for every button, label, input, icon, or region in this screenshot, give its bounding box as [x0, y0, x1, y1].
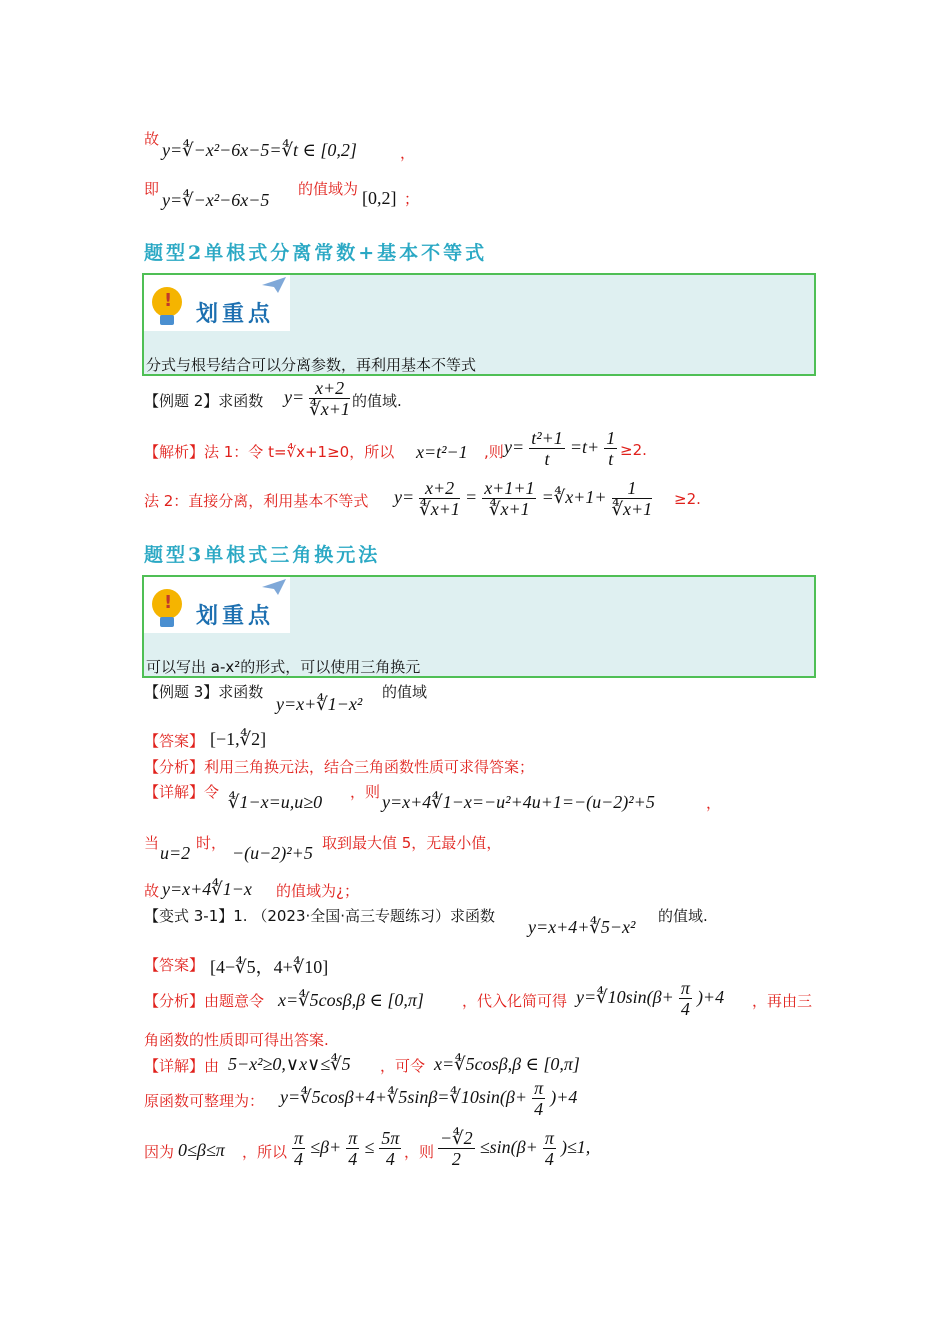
numerator: π — [534, 1078, 544, 1098]
solution-1-then: ,则 — [484, 443, 504, 461]
example-3-tail: 的值域 — [382, 683, 428, 701]
denominator: 4 — [385, 1149, 395, 1169]
section-heading-3: 题型3单根式三角换元法 — [144, 544, 381, 566]
numerator: 5π — [381, 1128, 400, 1148]
gu-3-tail: 的值域为¿； — [276, 882, 359, 900]
numerator: 1 — [606, 428, 616, 448]
when-time: 时， — [196, 834, 227, 852]
fraction — [529, 428, 565, 469]
example-3-label: 【例题 3】求函数 — [144, 683, 264, 701]
badge-label: 划重点 — [196, 302, 275, 327]
formula-part: =∜x+1+ — [541, 487, 607, 507]
formula-y: y= — [504, 437, 525, 457]
numerator: π — [294, 1128, 304, 1148]
numerator: π — [680, 978, 690, 998]
example-2-label: 【例题 2】求函数 — [144, 392, 264, 410]
variant-detail-formula: 5−x²≥0,∨x∨≤∜5 — [228, 1054, 351, 1074]
denominator: 4 — [294, 1149, 304, 1169]
gu-3-formula: y=x+4∜1−x — [162, 879, 252, 899]
analysis-3: 【分析】利用三角换元法，结合三角函数性质可求得答案； — [144, 758, 535, 776]
denominator: ∜x+1 — [309, 399, 350, 419]
numerator: x+2 — [309, 378, 350, 399]
exclamation-icon: ! — [164, 290, 173, 311]
gu-3-label: 故 — [144, 882, 160, 900]
numerator: x+1+1 — [484, 478, 535, 498]
punct-2: ； — [404, 190, 420, 208]
variant-analysis-tail: ，再由三 — [752, 992, 813, 1010]
numerator: t²+1 — [531, 428, 563, 448]
numerator: −∜2 — [440, 1128, 473, 1148]
formula-part: )≤1, — [560, 1137, 591, 1157]
denominator: ∜x+1 — [489, 499, 530, 519]
when-formula: u=2 — [160, 843, 191, 863]
formula-part: y=∜10sin(β+ — [576, 987, 674, 1007]
box-note: 分式与根号结合可以分离参数，再利用基本不等式 — [146, 356, 477, 374]
variant-analysis-sub: x=∜5cosβ,β ∈ [0,π] — [278, 990, 424, 1010]
answer-3-formula: [−1,∜2] — [210, 729, 267, 749]
denominator: 2 — [451, 1149, 461, 1169]
variant-analysis-formula — [576, 978, 724, 1019]
formula-part: )+4 — [550, 1087, 578, 1107]
exclamation-icon: ! — [164, 592, 173, 613]
formula-part: ≤ — [364, 1137, 375, 1157]
variant-analysis-line2: 角函数的性质即可得出答案. — [144, 1031, 329, 1049]
fraction — [309, 378, 350, 419]
variant-analysis-label: 【分析】由题意令 — [144, 992, 265, 1010]
fraction — [482, 478, 536, 519]
formula-y: y= — [284, 387, 305, 407]
formula-interval: [0,2] — [362, 188, 397, 208]
bulb-base-icon — [160, 315, 174, 325]
box-note: 可以写出 a-x²的形式，可以使用三角换元 — [146, 658, 421, 676]
formula-part: y=∜5cosβ+4+∜5sinβ=∜10sin(β+ — [280, 1087, 528, 1107]
fraction — [346, 1128, 359, 1169]
key-point-box-3 — [142, 575, 816, 678]
numerator: x+2 — [419, 478, 460, 499]
fraction — [543, 1128, 556, 1169]
when-formula-2: −(u−2)²+5 — [232, 843, 313, 863]
because-inequality-2 — [438, 1128, 590, 1169]
section-heading-2: 题型2单根式分离常数+基本不等式 — [144, 242, 488, 264]
numerator: π — [348, 1128, 358, 1148]
example-2-formula — [284, 378, 350, 419]
formula-y: y= — [394, 487, 415, 507]
method-2-tail: ≥2. — [674, 490, 701, 508]
fraction — [612, 478, 653, 519]
detail-3-label: 【详解】令 — [144, 783, 220, 801]
example-3-formula: y=x+∜1−x² — [276, 694, 363, 714]
denominator: t — [544, 449, 550, 469]
text-gu-1: 故 — [144, 130, 160, 148]
numerator: 1 — [612, 478, 653, 499]
badge-key-point — [144, 577, 290, 633]
variant-analysis-mid: ，代入化简可得 — [462, 992, 568, 1010]
text-ji: 即 — [144, 180, 160, 198]
when-tail: 取到最大值 5，无最小值， — [322, 834, 502, 852]
paper-plane-icon — [262, 579, 286, 595]
denominator: ∜x+1 — [419, 499, 460, 519]
fraction — [438, 1128, 475, 1169]
badge-key-point — [144, 275, 290, 331]
detail-3-tail: ， — [706, 794, 722, 812]
denominator: 4 — [680, 999, 690, 1019]
badge-label: 划重点 — [196, 604, 275, 629]
formula-part: ≤sin(β+ — [479, 1137, 538, 1157]
formula-range-1: y=∜−x²−6x−5=∜t ∈ [0,2] — [162, 140, 357, 160]
fraction — [679, 978, 692, 1019]
denominator: t — [608, 449, 614, 469]
method-2-label: 法 2：直接分离，利用基本不等式 — [144, 492, 369, 510]
fraction — [604, 428, 617, 469]
formula-part: ≤β+ — [310, 1137, 342, 1157]
denominator: 4 — [544, 1149, 554, 1169]
example-2-tail: 的值域. — [352, 392, 402, 410]
variant-3-1-tail: 的值域. — [658, 907, 708, 925]
denominator: 4 — [534, 1099, 544, 1119]
detail-3-sub: ∜1−x=u,u≥0 — [228, 792, 323, 812]
because-inequality — [292, 1128, 401, 1169]
when-label: 当 — [144, 834, 160, 852]
key-point-box-2 — [142, 273, 816, 376]
variant-answer-label: 【答案】 — [144, 956, 205, 974]
solution-1-formula — [504, 428, 617, 469]
detail-3-then: ，则 — [350, 783, 381, 801]
variant-3-1-label: 【变式 3-1】1. （2023·全国·高三专题练习）求函数 — [144, 907, 496, 925]
denominator: 4 — [348, 1149, 358, 1169]
variant-answer-formula: [4−∜5，4+∜10] — [210, 957, 329, 977]
because-mid: ，所以 — [242, 1143, 288, 1161]
fraction — [292, 1128, 305, 1169]
original-formula — [280, 1078, 577, 1119]
punct-1: ， — [400, 144, 416, 162]
because-label: 因为 — [144, 1143, 175, 1161]
because-then: ，则 — [404, 1143, 435, 1161]
solution-1-sub: x=t²−1 — [416, 442, 468, 462]
solution-1-label: 【解析】法 1：令 t=∜x+1≥0，所以 — [144, 443, 395, 461]
variant-detail-formula-2: x=∜5cosβ,β ∈ [0,π] — [434, 1054, 580, 1074]
variant-detail-label: 【详解】由 — [144, 1057, 220, 1075]
formula-part: )+4 — [696, 987, 725, 1007]
variant-3-1-formula: y=x+4+∜5−x² — [528, 917, 636, 937]
variant-detail-mid: ，可令 — [380, 1057, 426, 1075]
formula-range-2: y=∜−x²−6x−5 — [162, 190, 270, 210]
paper-plane-icon — [262, 277, 286, 293]
detail-3-formula: y=x+4∜1−x=−u²+4u+1=−(u−2)²+5 — [382, 792, 655, 812]
numerator: π — [544, 1128, 554, 1148]
original-label: 原函数可整理为： — [144, 1092, 265, 1110]
answer-3-label: 【答案】 — [144, 732, 205, 750]
because-formula: 0≤β≤π — [178, 1140, 225, 1160]
fraction — [532, 1078, 545, 1119]
method-2-formula: y= $\frac{x+2}{∜x+1}$ = $\frac{x+1+1}{∜x+1}$ =∜x+1+ $\frac{1}{∜x+1}$ — [394, 478, 653, 519]
solution-1-tail: ≥2. — [620, 441, 647, 459]
denominator: ∜x+1 — [611, 499, 653, 519]
fraction — [379, 1128, 401, 1169]
bulb-base-icon — [160, 617, 174, 627]
fraction — [419, 478, 460, 519]
text-range-is: 的值域为 — [298, 180, 359, 198]
formula-part: =t+ — [569, 437, 600, 457]
